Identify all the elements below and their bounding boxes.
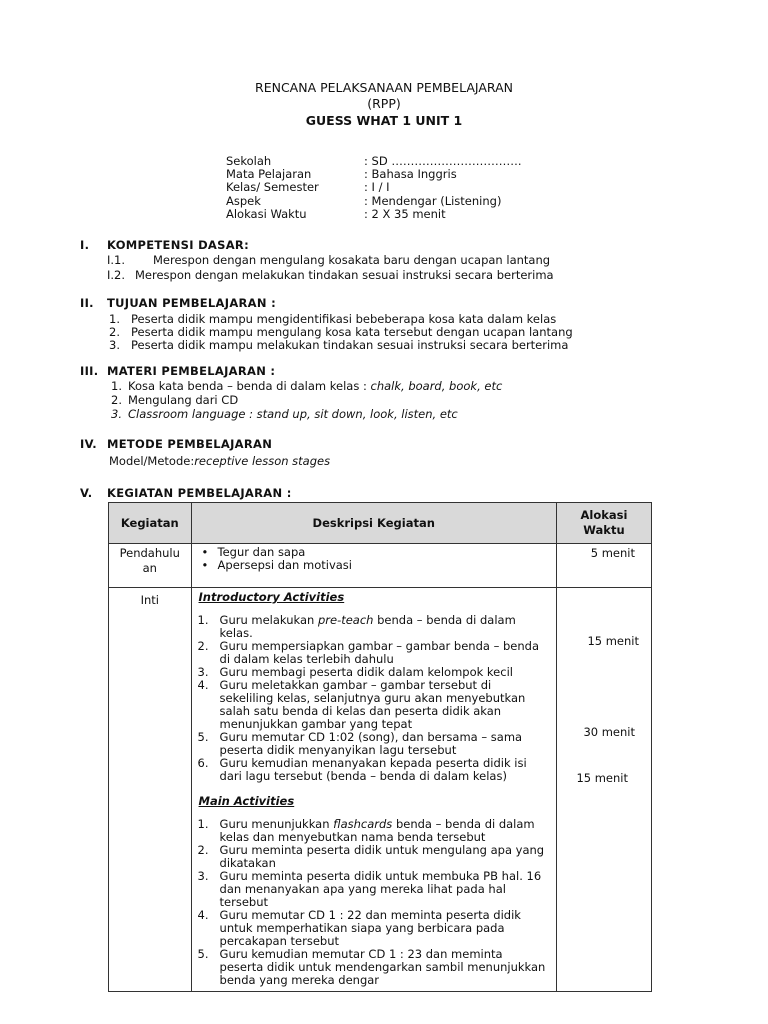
table-row [109,544,652,588]
identity-row: Mata Pelajaran : Bahasa Inggris [226,167,457,182]
header-kegiatan: Kegiatan [109,503,192,544]
introductory-title: Introductory Activities [198,590,345,604]
list-item: 1. Guru menunjukkan flashcards benda – benda di dalam kelas dan menyebutkan nama benda tersebut [197,817,535,844]
time-label: 15 menit [587,634,639,648]
list-item: 1. Guru melakukan pre-teach benda – benda di dalam kelas. [197,613,516,640]
list-item: 2. Guru meminta peserta didik untuk mengulang apa yang dikatakan [197,843,545,870]
list-item: 5. Guru kemudian memutar CD 1 : 23 dan meminta peserta didik untuk mendengarkan sambil menunjukkan benda yang mereka dengar [197,947,546,987]
list-item: 3. Guru meminta peserta didik untuk membuka PB hal. 16 dan menanyakan apa yang mereka lihat pada hal tersebut [197,869,542,909]
cell-pendahuluan-time: 5 menit [556,544,651,588]
main-activities-list [198,818,548,987]
main-activities-title: Main Activities [198,794,295,808]
list-item: 4. Guru memutar CD 1 : 22 dan meminta peserta didik untuk memperhatikan siapa yang berbicara pada percakapan tersebut [197,908,521,948]
identity-row: Sekolah : SD ……………………………. [226,154,522,168]
section-heading-metode: IV. METODE PEMBELAJARAN [80,437,273,451]
section-heading-materi: III. MATERI PEMBELAJARAN : [80,364,276,378]
metode-text: Model/Metode:receptive lesson stages [109,454,331,468]
time-label: 15 menit [576,771,628,785]
header-alokasi: Alokasi Waktu [556,503,651,544]
kompetensi-item: I.2. Merespon dengan melakukan tindakan sesuai instruksi secara berterima [107,268,554,282]
cell-inti: Inti [109,588,192,992]
doc-subtitle: (RPP) [367,96,401,111]
header-deskripsi: Deskripsi Kegiatan [191,503,556,544]
list-item: 2. Guru mempersiapkan gambar – gambar benda – benda di dalam kelas terlebih dahulu [197,639,540,666]
tujuan-item: 3. Peserta didik mampu melakukan tindakan sesuai instruksi secara berterima [109,338,569,352]
section-heading-kegiatan: V. KEGIATAN PEMBELAJARAN : [80,486,292,500]
list-item: 3. Guru membagi peserta didik dalam kelompok kecil [197,665,513,679]
identity-row: Aspek : Mendengar (Listening) [226,193,502,208]
tujuan-item: 1. Peserta didik mampu mengidentifikasi bebeberapa kosa kata dalam kelas [109,312,557,326]
table-header-row [109,503,652,544]
doc-title: RENCANA PELAKSANAAN PEMBELAJARAN [255,80,513,95]
time-label: 30 menit [583,725,635,739]
section-heading-kompetensi: I. KOMPETENSI DASAR: [80,238,249,252]
cell-inti-time [556,588,651,992]
introductory-list [198,614,548,783]
identity-row: Alokasi Waktu : 2 X 35 menit [226,206,446,221]
list-item: • Tegur dan sapa [201,545,306,559]
cell-pendahuluan: Pendahuluan [109,544,192,588]
cell-inti-desc [191,588,556,992]
list-item: 6. Guru kemudian menanyakan kepada peserta didik isi dari lagu tersebut (benda – benda di dalam kelas) [197,756,527,783]
tujuan-item: 2. Peserta didik mampu mengulang kosa kata tersebut dengan ucapan lantang [109,325,573,339]
section-heading-tujuan: II. TUJUAN PEMBELAJARAN : [80,296,277,310]
identity-row: Kelas/ Semester : I / I [226,180,390,195]
list-item: 5. Guru memutar CD 1:02 (song), dan bersama – sama peserta didik menyanyikan lagu tersebut [197,730,523,757]
kegiatan-table [108,502,652,992]
doc-unit-title: GUESS WHAT 1 UNIT 1 [305,113,463,128]
materi-item: 3. Classroom language : stand up, sit down, look, listen, etc [111,407,458,421]
cell-pendahuluan-desc [191,544,556,588]
list-item: 4. Guru meletakkan gambar – gambar tersebut di sekeliling kelas, selanjutnya guru akan menyebutkan salah satu benda di kelas dan peserta didik akan menunjukkan gambar yang tepat [197,678,526,731]
table-row [109,588,652,992]
list-item: • Apersepsi dan motivasi [201,558,352,572]
identity-block [226,155,566,221]
materi-item: 1. Kosa kata benda – benda di dalam kelas : chalk, board, book, etc [111,379,503,393]
materi-item: 2. Mengulang dari CD [111,393,239,407]
kompetensi-item: I.1. Merespon dengan mengulang kosakata baru dengan ucapan lantang [107,253,551,267]
